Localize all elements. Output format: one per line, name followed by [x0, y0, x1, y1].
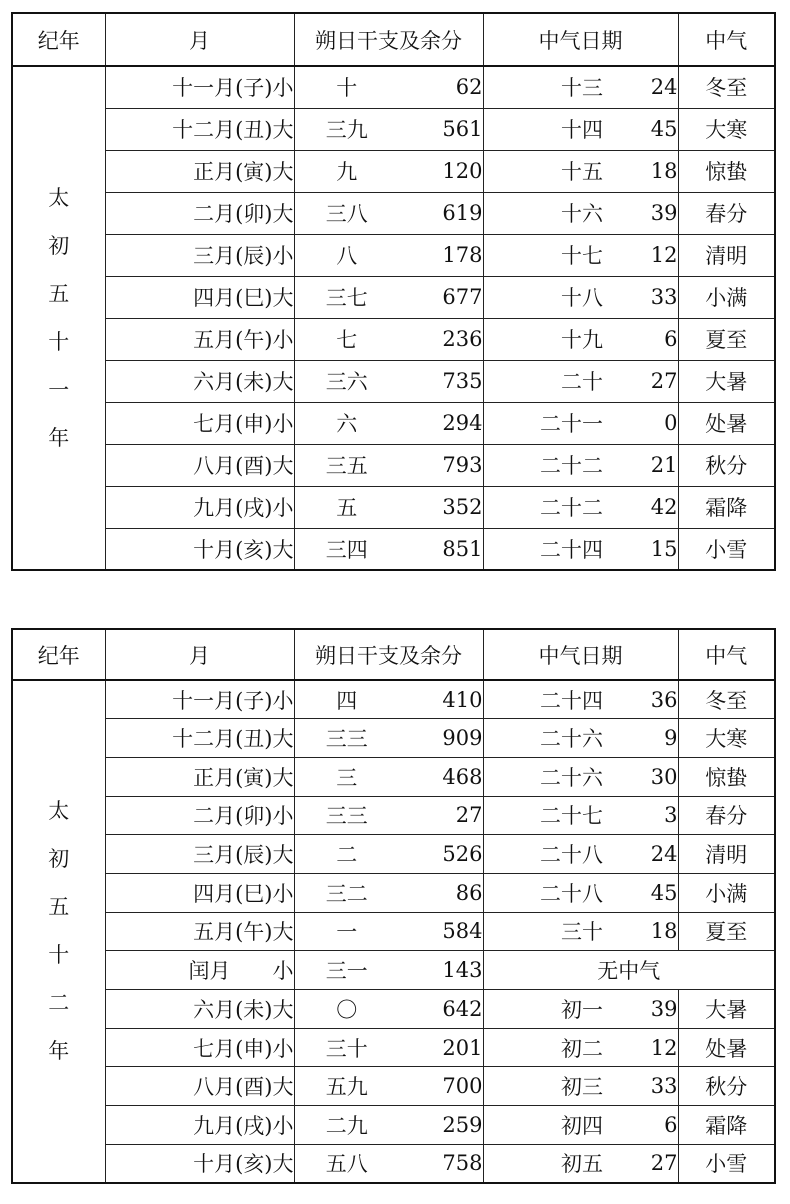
header-year: 纪年: [12, 13, 105, 66]
table-row: [12, 990, 775, 1029]
qi-day-cell: 十四: [483, 108, 603, 150]
qi-remainder-cell: 9: [603, 719, 678, 758]
qi-remainder-cell: 15: [603, 528, 678, 570]
qi-name-cell: 小雪: [678, 1144, 775, 1183]
qi-name-cell: 大寒: [678, 719, 775, 758]
ganzhi-cell: 三七: [294, 276, 399, 318]
no-qi-cell: 无中气: [483, 951, 775, 990]
month-cell: 六月(未)大: [105, 990, 294, 1029]
qi-remainder-cell: 42: [603, 486, 678, 528]
qi-day-cell: 二十六: [483, 719, 603, 758]
year-char: 十: [48, 330, 70, 354]
year-char: 十: [48, 943, 70, 968]
table-row: [12, 796, 775, 835]
qi-day-cell: 二十: [483, 360, 603, 402]
month-cell: 正月(寅)大: [105, 150, 294, 192]
year-char: 五: [48, 282, 70, 306]
remainder-cell: 758: [399, 1144, 483, 1183]
ganzhi-cell: 一: [294, 912, 399, 951]
qi-day-cell: 二十六: [483, 757, 603, 796]
qi-remainder-cell: 6: [603, 1106, 678, 1145]
remainder-cell: 909: [399, 719, 483, 758]
table-row: [12, 835, 775, 874]
calendar-table-1: [11, 12, 776, 571]
qi-remainder-cell: 27: [603, 1144, 678, 1183]
qi-remainder-cell: 12: [603, 1028, 678, 1067]
remainder-cell: 700: [399, 1067, 483, 1106]
qi-remainder-cell: 39: [603, 192, 678, 234]
qi-remainder-cell: 45: [603, 873, 678, 912]
remainder-cell: 642: [399, 990, 483, 1029]
table-row: [12, 402, 775, 444]
table-row: [12, 486, 775, 528]
remainder-cell: 584: [399, 912, 483, 951]
qi-day-cell: 初五: [483, 1144, 603, 1183]
qi-day-cell: 二十四: [483, 528, 603, 570]
ganzhi-cell: 三三: [294, 719, 399, 758]
qi-name-cell: 处暑: [678, 1028, 775, 1067]
month-cell: 十月(亥)大: [105, 528, 294, 570]
qi-day-cell: 十三: [483, 66, 603, 108]
table-row: [12, 757, 775, 796]
remainder-cell: 677: [399, 276, 483, 318]
table-body-1: [12, 66, 775, 570]
qi-day-cell: 二十八: [483, 835, 603, 874]
year-char: 年: [48, 1039, 70, 1064]
month-cell: 十一月(子)小: [105, 680, 294, 719]
header-qi-date: 中气日期: [483, 13, 678, 66]
qi-name-cell: 大寒: [678, 108, 775, 150]
month-cell: 七月(申)小: [105, 1028, 294, 1067]
remainder-cell: 468: [399, 757, 483, 796]
table-body-2: [12, 680, 775, 1183]
table-row: [12, 1028, 775, 1067]
remainder-cell: 178: [399, 234, 483, 276]
table-row: [12, 276, 775, 318]
qi-remainder-cell: 27: [603, 360, 678, 402]
table-row: [12, 719, 775, 758]
qi-name-cell: 夏至: [678, 912, 775, 951]
table-row: [12, 318, 775, 360]
remainder-cell: 120: [399, 150, 483, 192]
ganzhi-cell: 三八: [294, 192, 399, 234]
qi-day-cell: 初一: [483, 990, 603, 1029]
qi-day-cell: 初三: [483, 1067, 603, 1106]
qi-day-cell: 十六: [483, 192, 603, 234]
month-cell: 九月(戌)小: [105, 486, 294, 528]
month-cell: 九月(戌)小: [105, 1106, 294, 1145]
qi-name-cell: 霜降: [678, 486, 775, 528]
qi-name-cell: 霜降: [678, 1106, 775, 1145]
year-char: 五: [48, 895, 70, 920]
qi-name-cell: 大暑: [678, 360, 775, 402]
qi-remainder-cell: 24: [603, 835, 678, 874]
qi-name-cell: 小满: [678, 276, 775, 318]
remainder-cell: 851: [399, 528, 483, 570]
ganzhi-cell: 五九: [294, 1067, 399, 1106]
remainder-cell: 410: [399, 680, 483, 719]
table-row: [12, 360, 775, 402]
year-cell: [12, 66, 105, 570]
ganzhi-cell: 九: [294, 150, 399, 192]
calendar-table-2: [11, 628, 776, 1184]
qi-day-cell: 二十四: [483, 680, 603, 719]
remainder-cell: 259: [399, 1106, 483, 1145]
qi-remainder-cell: 45: [603, 108, 678, 150]
qi-name-cell: 惊蛰: [678, 757, 775, 796]
qi-day-cell: 初四: [483, 1106, 603, 1145]
year-cell: [12, 680, 105, 1183]
month-cell: 十二月(丑)大: [105, 108, 294, 150]
qi-name-cell: 清明: [678, 234, 775, 276]
remainder-cell: 143: [399, 951, 483, 990]
year-char: 初: [48, 234, 70, 258]
table-row: [12, 912, 775, 951]
ganzhi-cell: 三: [294, 757, 399, 796]
ganzhi-cell: 〇: [294, 990, 399, 1029]
qi-remainder-cell: 33: [603, 276, 678, 318]
table-row: [12, 951, 775, 990]
header-new-moon: 朔日干支及余分: [294, 13, 483, 66]
ganzhi-cell: 二九: [294, 1106, 399, 1145]
month-cell: 三月(辰)小: [105, 234, 294, 276]
ganzhi-cell: 五: [294, 486, 399, 528]
table-row: [12, 1067, 775, 1106]
ganzhi-cell: 二: [294, 835, 399, 874]
qi-name-cell: 小满: [678, 873, 775, 912]
qi-day-cell: 十八: [483, 276, 603, 318]
qi-day-cell: 初二: [483, 1028, 603, 1067]
qi-day-cell: 十五: [483, 150, 603, 192]
month-cell: 正月(寅)大: [105, 757, 294, 796]
header-new-moon: 朔日干支及余分: [294, 629, 483, 680]
ganzhi-cell: 十: [294, 66, 399, 108]
qi-remainder-cell: 36: [603, 680, 678, 719]
remainder-cell: 62: [399, 66, 483, 108]
table-row: [12, 66, 775, 108]
remainder-cell: 619: [399, 192, 483, 234]
ganzhi-cell: 七: [294, 318, 399, 360]
qi-remainder-cell: 12: [603, 234, 678, 276]
qi-name-cell: 夏至: [678, 318, 775, 360]
table-row: [12, 1106, 775, 1145]
month-cell: 十二月(丑)大: [105, 719, 294, 758]
year-char: 太: [48, 799, 70, 824]
qi-remainder-cell: 30: [603, 757, 678, 796]
qi-remainder-cell: 18: [603, 912, 678, 951]
header-month: 月: [105, 13, 294, 66]
month-cell: 十月(亥)大: [105, 1144, 294, 1183]
qi-name-cell: 春分: [678, 192, 775, 234]
qi-day-cell: 二十七: [483, 796, 603, 835]
remainder-cell: 735: [399, 360, 483, 402]
qi-day-cell: 十九: [483, 318, 603, 360]
table-row: [12, 873, 775, 912]
month-cell: 三月(辰)大: [105, 835, 294, 874]
remainder-cell: 526: [399, 835, 483, 874]
month-cell: 七月(申)小: [105, 402, 294, 444]
ganzhi-cell: 三九: [294, 108, 399, 150]
month-cell: 五月(午)大: [105, 912, 294, 951]
ganzhi-cell: 三四: [294, 528, 399, 570]
ganzhi-cell: 三二: [294, 873, 399, 912]
qi-remainder-cell: 39: [603, 990, 678, 1029]
qi-day-cell: 三十: [483, 912, 603, 951]
ganzhi-cell: 三一: [294, 951, 399, 990]
ganzhi-cell: 三三: [294, 796, 399, 835]
qi-day-cell: 二十二: [483, 486, 603, 528]
qi-remainder-cell: 24: [603, 66, 678, 108]
year-char: 初: [48, 847, 70, 872]
qi-name-cell: 冬至: [678, 66, 775, 108]
ganzhi-cell: 三十: [294, 1028, 399, 1067]
remainder-cell: 201: [399, 1028, 483, 1067]
header-month: 月: [105, 629, 294, 680]
remainder-cell: 352: [399, 486, 483, 528]
month-cell: 十一月(子)小: [105, 66, 294, 108]
month-cell: 五月(午)小: [105, 318, 294, 360]
month-cell: 二月(卯)大: [105, 192, 294, 234]
qi-name-cell: 处暑: [678, 402, 775, 444]
qi-remainder-cell: 21: [603, 444, 678, 486]
remainder-cell: 86: [399, 873, 483, 912]
qi-remainder-cell: 6: [603, 318, 678, 360]
qi-day-cell: 二十一: [483, 402, 603, 444]
qi-name-cell: 春分: [678, 796, 775, 835]
month-cell: 八月(酉)大: [105, 444, 294, 486]
qi-name-cell: 惊蛰: [678, 150, 775, 192]
qi-name-cell: 冬至: [678, 680, 775, 719]
table-row: [12, 108, 775, 150]
header-year: 纪年: [12, 629, 105, 680]
table-row: [12, 528, 775, 570]
month-cell: 二月(卯)小: [105, 796, 294, 835]
qi-name-cell: 小雪: [678, 528, 775, 570]
ganzhi-cell: 八: [294, 234, 399, 276]
year-char: 一: [48, 378, 70, 402]
qi-remainder-cell: 18: [603, 150, 678, 192]
qi-name-cell: 大暑: [678, 990, 775, 1029]
table-row: [12, 680, 775, 719]
remainder-cell: 561: [399, 108, 483, 150]
table-row: [12, 1144, 775, 1183]
qi-name-cell: 清明: [678, 835, 775, 874]
month-cell: 四月(巳)小: [105, 873, 294, 912]
month-cell: 四月(巳)大: [105, 276, 294, 318]
qi-remainder-cell: 33: [603, 1067, 678, 1106]
qi-day-cell: 十七: [483, 234, 603, 276]
header-qi: 中气: [678, 629, 775, 680]
table-row: [12, 192, 775, 234]
qi-remainder-cell: 0: [603, 402, 678, 444]
remainder-cell: 294: [399, 402, 483, 444]
month-cell: 六月(未)大: [105, 360, 294, 402]
year-char: 太: [48, 186, 70, 210]
remainder-cell: 793: [399, 444, 483, 486]
table-row: [12, 150, 775, 192]
header-qi: 中气: [678, 13, 775, 66]
table-row: [12, 444, 775, 486]
year-char: 二: [48, 991, 70, 1016]
ganzhi-cell: 三五: [294, 444, 399, 486]
ganzhi-cell: 六: [294, 402, 399, 444]
remainder-cell: 27: [399, 796, 483, 835]
ganzhi-cell: 四: [294, 680, 399, 719]
header-qi-date: 中气日期: [483, 629, 678, 680]
qi-day-cell: 二十八: [483, 873, 603, 912]
table-row: [12, 234, 775, 276]
qi-name-cell: 秋分: [678, 444, 775, 486]
qi-day-cell: 二十二: [483, 444, 603, 486]
qi-name-cell: 秋分: [678, 1067, 775, 1106]
qi-remainder-cell: 3: [603, 796, 678, 835]
ganzhi-cell: 三六: [294, 360, 399, 402]
ganzhi-cell: 五八: [294, 1144, 399, 1183]
remainder-cell: 236: [399, 318, 483, 360]
month-cell: 八月(酉)大: [105, 1067, 294, 1106]
year-char: 年: [48, 426, 70, 450]
month-cell: 闰月 小: [105, 951, 294, 990]
